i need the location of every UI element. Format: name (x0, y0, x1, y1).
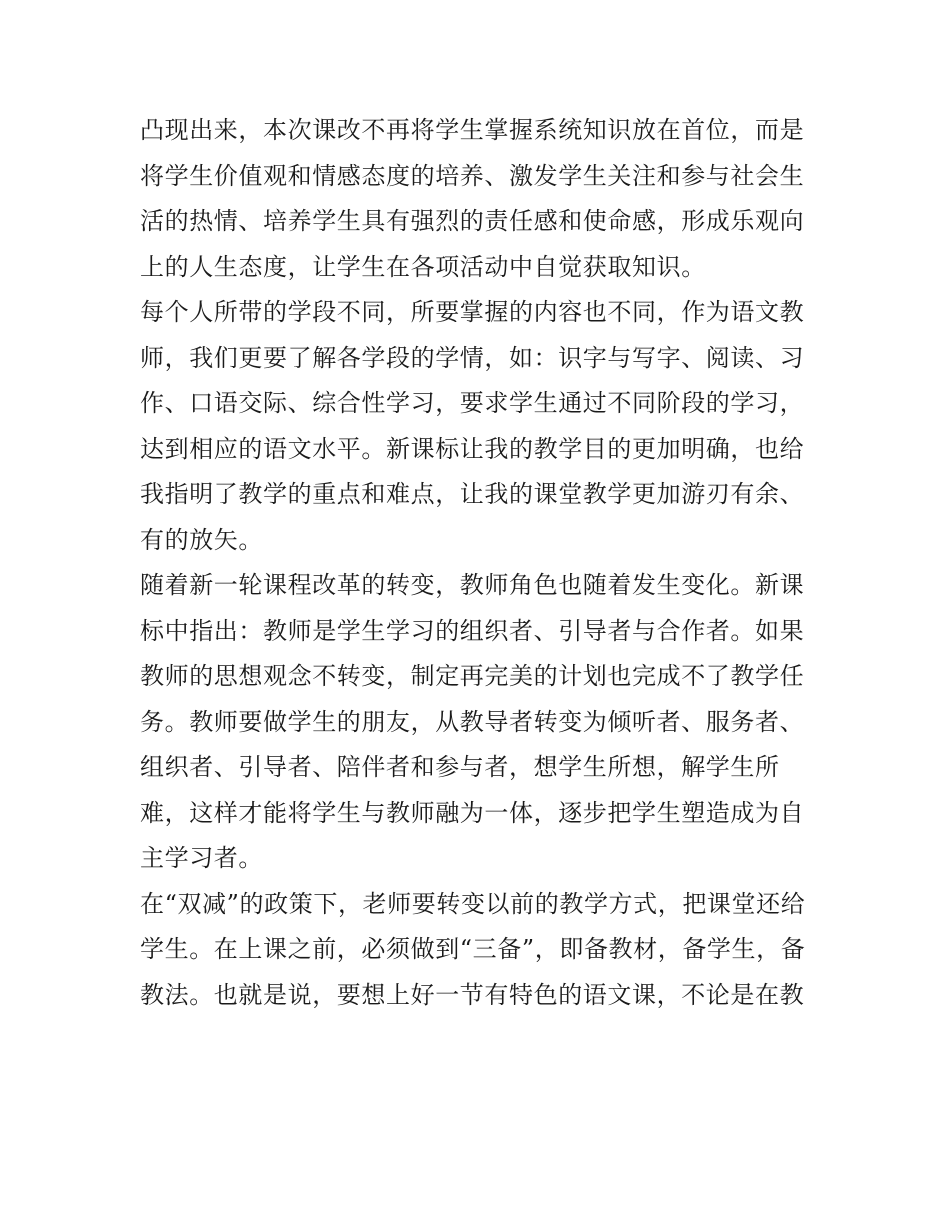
text-line: 随着新一轮课程改革的转变，教师角色也随着发生变化。新课 (140, 571, 805, 599)
text-line: 教法。也就是说，要想上好一节有特色的语文课，不论是在教 (140, 980, 805, 1009)
text-line: 务。教师要做学生的朋友，从教导者转变为倾听者、服务者、 (140, 707, 805, 736)
text-line: 达到相应的语文水平。新课标让我的教学目的更加明确，也给 (140, 434, 805, 463)
text-line: 组织者、引导者、陪伴者和参与者，想学生所想，解学生所 (140, 753, 780, 781)
body-text (140, 108, 820, 1018)
text-line: 难，这样才能将学生与教师融为一体，逐步把学生塑造成为自 (140, 798, 805, 827)
text-line: 教师的思想观念不转变，制定再完美的计划也完成不了教学任 (140, 662, 805, 690)
text-line: 学生。在上课之前，必须做到“三备”，即备教材，备学生，备 (140, 935, 806, 963)
text-line: 主学习者。 (140, 844, 263, 872)
text-line: 师，我们更要了解各学段的学情，如：识字与写字、阅读、习 (140, 343, 805, 372)
text-line: 上的人生态度，让学生在各项活动中自觉获取知识。 (140, 252, 706, 281)
text-line: 在“双减”的政策下，老师要转变以前的教学方式，把课堂还给 (140, 889, 806, 918)
text-line: 活的热情、培养学生具有强烈的责任感和使命感，形成乐观向 (140, 207, 805, 235)
text-line: 将学生价值观和情感态度的培养、激发学生关注和参与社会生 (140, 161, 805, 190)
text-line: 作、口语交际、综合性学习，要求学生通过不同阶段的学习， (140, 389, 805, 417)
text-line: 标中指出：教师是学生学习的组织者、引导者与合作者。如果 (140, 616, 805, 645)
text-line: 凸现出来，本次课改不再将学生掌握系统知识放在首位，而是 (140, 116, 805, 144)
text-line: 每个人所带的学段不同，所要掌握的内容也不同，作为语文教 (140, 298, 805, 326)
text-line: 有的放矢。 (140, 525, 263, 554)
text-line: 我指明了教学的重点和难点，让我的课堂教学更加游刃有余、 (140, 480, 805, 508)
